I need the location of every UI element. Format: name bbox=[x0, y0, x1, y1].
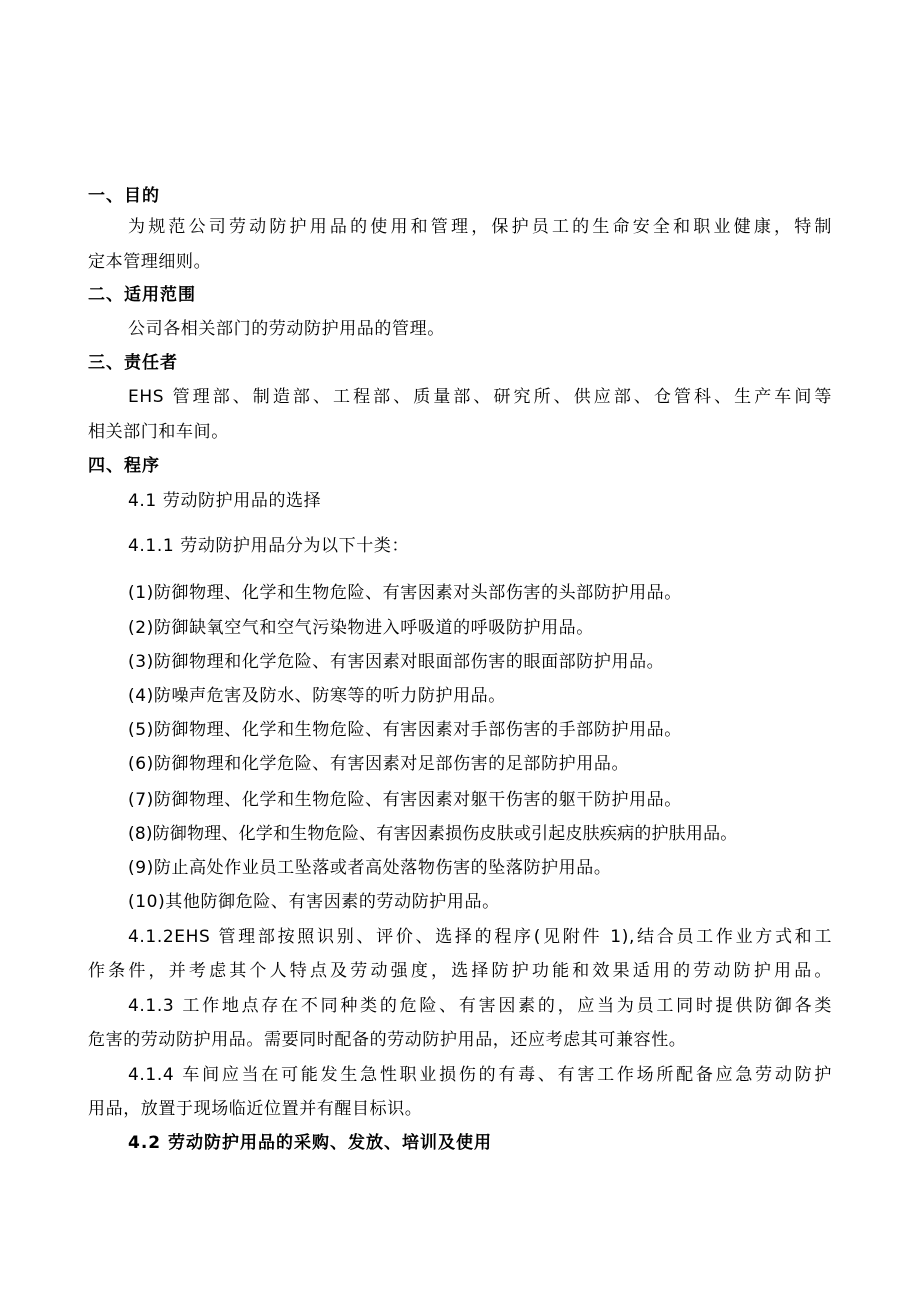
list-item: (5)防御物理、化学和生物危险、有害因素对手部伤害的手部防护用品。 bbox=[128, 720, 682, 740]
purpose-text-line2: 定本管理细则。 bbox=[88, 252, 212, 272]
paragraph-4-1-3-line2: 危害的劳动防护用品。需要同时配备的劳动防护用品，还应考虑其可兼容性。 bbox=[88, 1030, 687, 1050]
responsible-text-line2: 相关部门和车间。 bbox=[88, 422, 229, 442]
list-item: (6)防御物理和化学危险、有害因素对足部伤害的足部防护用品。 bbox=[128, 754, 630, 774]
list-item: (2)防御缺氧空气和空气污染物进入呼吸道的呼吸防护用品。 bbox=[128, 618, 594, 638]
section-heading-procedure: 四、程序 bbox=[88, 456, 160, 476]
section-heading-responsible: 三、责任者 bbox=[88, 353, 178, 373]
responsible-text-line1: EHS 管理部、制造部、工程部、质量部、研究所、供应部、仓管科、生产车间等 bbox=[128, 387, 832, 407]
section-heading-scope: 二、适用范围 bbox=[88, 285, 196, 305]
purpose-text-line1: 为规范公司劳动防护用品的使用和管理，保护员工的生命安全和职业健康，特制 bbox=[128, 217, 832, 237]
section-heading-purpose: 一、目的 bbox=[88, 186, 160, 206]
scope-text: 公司各相关部门的劳动防护用品的管理。 bbox=[128, 319, 445, 339]
subheading-4-1-1: 4.1.1 劳动防护用品分为以下十类： bbox=[128, 536, 410, 556]
list-item: (10)其他防御危险、有害因素的劳动防护用品。 bbox=[128, 892, 500, 912]
list-item: (9)防止高处作业员工坠落或者高处落物伤害的坠落防护用品。 bbox=[128, 858, 612, 878]
list-item: (3)防御物理和化学危险、有害因素对眼面部伤害的眼面部防护用品。 bbox=[128, 652, 665, 672]
list-item: (7)防御物理、化学和生物危险、有害因素对躯干伤害的躯干防护用品。 bbox=[128, 790, 682, 810]
subheading-4-2: 4.2 劳动防护用品的采购、发放、培训及使用 bbox=[128, 1133, 493, 1153]
paragraph-4-1-2-line2: 作条件，并考虑其个人特点及劳动强度，选择防护功能和效果适用的劳动防护用品。 bbox=[88, 961, 832, 981]
list-item: (4)防噪声危害及防水、防寒等的听力防护用品。 bbox=[128, 686, 506, 706]
list-item: (8)防御物理、化学和生物危险、有害因素损伤皮肤或引起皮肤疾病的护肤用品。 bbox=[128, 824, 738, 844]
paragraph-4-1-2-line1: 4.1.2EHS 管理部按照识别、评价、选择的程序(见附件 1),结合员工作业方式和工 bbox=[128, 927, 832, 947]
paragraph-4-1-4-line2: 用品，放置于现场临近位置并有醒目标识。 bbox=[88, 1099, 423, 1119]
subheading-4-1: 4.1 劳动防护用品的选择 bbox=[128, 491, 322, 511]
paragraph-4-1-3-line1: 4.1.3 工作地点存在不同种类的危险、有害因素的，应当为员工同时提供防御各类 bbox=[128, 996, 832, 1016]
list-item: (1)防御物理、化学和生物危险、有害因素对头部伤害的头部防护用品。 bbox=[128, 583, 682, 603]
paragraph-4-1-4-line1: 4.1.4 车间应当在可能发生急性职业损伤的有毒、有害工作场所配备应急劳动防护 bbox=[128, 1065, 832, 1085]
